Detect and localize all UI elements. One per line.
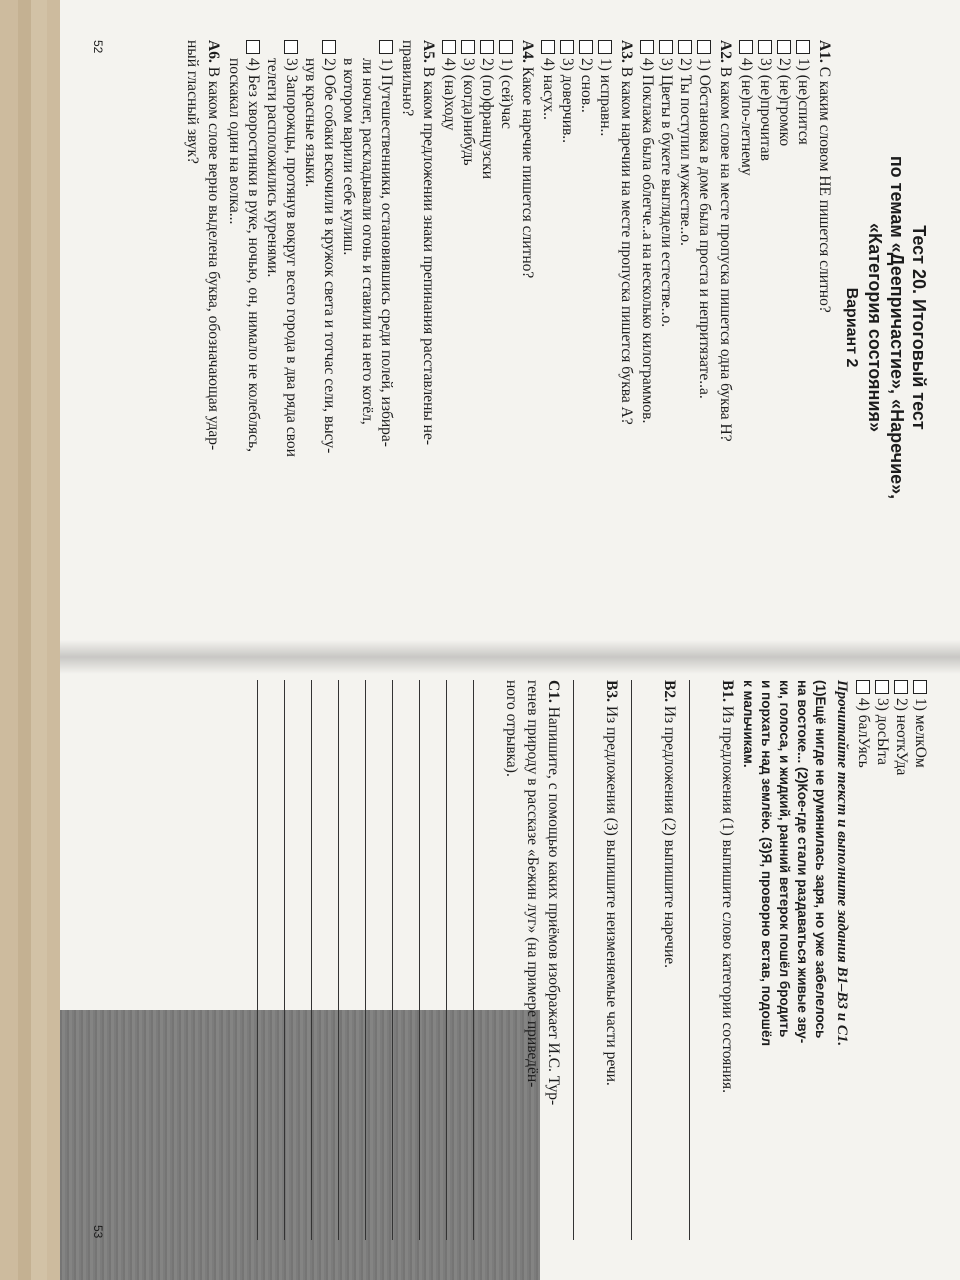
question-a6: А6. В каком слове верно выделена буква, обозначающая удар- — [205, 40, 222, 451]
a3-option-1[interactable]: 1) исправн.. — [596, 40, 615, 615]
checkbox[interactable] — [796, 40, 810, 54]
passage-line: и порхать над землёю. (3)Я, проворно встав, подошёл — [759, 680, 774, 1047]
checkbox[interactable] — [894, 680, 908, 694]
checkbox[interactable] — [499, 40, 513, 54]
checkbox[interactable] — [659, 40, 673, 54]
answer-line-c1[interactable] — [284, 680, 311, 1240]
a5-option-1-cont: ли ночлег, раскладывали огонь и ставили на него котёл, — [359, 58, 376, 425]
answer-line-c1[interactable] — [365, 680, 392, 1240]
question-b3: В3. Из предложения (3) выпишите неизменяемые части речи. — [603, 680, 620, 1086]
answer-line-c1[interactable] — [473, 680, 500, 1240]
checkbox[interactable] — [856, 680, 870, 694]
checkbox[interactable] — [913, 680, 927, 694]
question-a4: А4. Какое наречие пишется слитно? — [519, 40, 536, 279]
question-a1: А1. С каким словом НЕ пишется слитно? — [816, 40, 833, 313]
a4-option-1[interactable]: 1) (сей)час — [497, 40, 516, 615]
passage-line: на востоке... (2)Кое-где стали раздаваться живые зву- — [795, 680, 810, 1044]
question-a5-cont: правильно? — [399, 40, 416, 117]
a2-option-1[interactable]: 1) Обстановка в доме была проста и непритязате..а. — [695, 40, 714, 615]
checkbox[interactable] — [875, 680, 889, 694]
question-a2: А2. В каком слове на месте пропуска пишется одна буква Н? — [717, 40, 734, 442]
a3-option-3[interactable]: 3) доверчив.. — [558, 40, 577, 615]
passage-line: к мальчикам. — [741, 680, 756, 768]
question-a5: А5. В каком предложении знаки препинания расставлены не- — [420, 40, 437, 445]
a2-option-2[interactable]: 2) Ты поступил мужестве..о. — [676, 40, 695, 615]
a2-option-3[interactable]: 3) Цветы в букете выглядели естестве..о. — [657, 40, 676, 615]
a5-option-1-cont2: в котором варили себе кулиш. — [340, 58, 357, 256]
answer-line-c1[interactable] — [257, 680, 284, 1240]
checkbox[interactable] — [442, 40, 456, 54]
a1-option-1[interactable]: 1) (не)спится — [794, 40, 813, 615]
a6-option-2[interactable]: 2) неоткУда — [892, 680, 911, 1240]
passage-line: (1)Ещё нигде не румянилась заря, но уже забелелось — [813, 680, 828, 1039]
answer-line-b1[interactable] — [689, 680, 716, 1240]
a3-option-4[interactable]: 4) насух.. — [539, 40, 558, 615]
question-a3: А3. В каком наречии на месте пропуска пишется буква А? — [618, 40, 635, 425]
checkbox[interactable] — [541, 40, 555, 54]
a5-option-3-cont: телеги расположились куренями. — [264, 58, 281, 278]
question-c1-line3: ного отрывка). — [503, 680, 520, 777]
a5-option-2-cont: нув красные языки. — [302, 58, 319, 188]
checkbox[interactable] — [579, 40, 593, 54]
checkbox[interactable] — [678, 40, 692, 54]
test-subtitle-2: «Категория состояния» — [865, 223, 885, 432]
reading-instruction: Прочитайте текст и выполните задания В1–В3 и С1. — [834, 680, 850, 1047]
a3-option-2[interactable]: 2) снов.. — [577, 40, 596, 615]
checkbox[interactable] — [640, 40, 654, 54]
a5-option-2[interactable]: 2) Обе собаки вскочили в кружок света и тотчас сели, высу- — [320, 40, 339, 615]
test-subtitle-1: по темам «Деепричастие», «Наречие», — [887, 155, 907, 500]
question-b2: В2. Из предложения (2) выпишите наречие. — [661, 680, 678, 969]
book-fold — [60, 640, 960, 674]
answer-line-c1[interactable] — [392, 680, 419, 1240]
page-number-left: 52 — [91, 40, 105, 54]
a1-option-4[interactable]: 4) (не)по-летнему — [737, 40, 756, 615]
answer-line-b2[interactable] — [631, 680, 658, 1240]
checkbox[interactable] — [598, 40, 612, 54]
checkbox[interactable] — [461, 40, 475, 54]
a5-option-4-cont: поскакал один на волка... — [226, 58, 243, 225]
checkbox[interactable] — [739, 40, 753, 54]
question-b1: В1. Из предложения (1) выпишите слово категории состояния. — [719, 680, 736, 1093]
answer-line-c1[interactable] — [338, 680, 365, 1240]
a1-option-3[interactable]: 3) (не)прочитав — [756, 40, 775, 615]
a4-option-4[interactable]: 4) (на)ходу — [440, 40, 459, 615]
checkbox[interactable] — [246, 40, 260, 54]
a1-option-2[interactable]: 2) (не)громко — [775, 40, 794, 615]
question-a6-cont: ный гласный звук? — [184, 40, 201, 164]
passage-line: ки, голоса, и жидкий, ранний ветерок пошёл бродить — [777, 680, 792, 1038]
question-c1-line2: генев природу в рассказе «Бежин луг» (на примере приведён- — [524, 680, 541, 1088]
variant-label: Вариант 2 — [843, 287, 860, 368]
checkbox[interactable] — [284, 40, 298, 54]
a6-option-1[interactable]: 1) мелкОм — [911, 680, 930, 1240]
checkbox[interactable] — [480, 40, 494, 54]
question-c1: С1. Напишите, с помощью каких приёмов изображает И.С. Тур- — [545, 680, 562, 1106]
a4-option-3[interactable]: 3) (когда)нибудь — [459, 40, 478, 615]
left-page — [181, 40, 930, 615]
checkbox[interactable] — [560, 40, 574, 54]
a5-option-3[interactable]: 3) Запорожцы, протянув вокруг всего города в два ряда свои — [282, 40, 301, 615]
checkbox[interactable] — [379, 40, 393, 54]
checkbox[interactable] — [758, 40, 772, 54]
answer-line-b3[interactable] — [573, 680, 600, 1240]
checkbox[interactable] — [697, 40, 711, 54]
checkbox[interactable] — [322, 40, 336, 54]
page-number-right: 53 — [91, 1225, 105, 1239]
a2-option-4[interactable]: 4) Поклажа была облегче..а на несколько килограммов. — [638, 40, 657, 615]
a5-option-4[interactable]: 4) Без хворостинки в руке, ночью, он, нимало не колеблясь, — [244, 40, 263, 615]
a6-option-3[interactable]: 3) досЫта — [873, 680, 892, 1240]
a4-option-2[interactable]: 2) (по)французски — [478, 40, 497, 615]
reading-passage — [739, 680, 829, 1240]
a5-option-1[interactable]: 1) Путешественники, остановившись среди полей, избира- — [377, 40, 396, 615]
checkbox[interactable] — [777, 40, 791, 54]
answer-line-c1[interactable] — [311, 680, 338, 1240]
right-page — [257, 680, 930, 1240]
open-workbook — [60, 0, 960, 1280]
a6-option-4[interactable]: 4) балУясь — [854, 680, 873, 1240]
answer-line-c1[interactable] — [419, 680, 446, 1240]
answer-line-c1[interactable] — [446, 680, 473, 1240]
test-title: Тест 20. Итоговый тест — [909, 225, 929, 430]
